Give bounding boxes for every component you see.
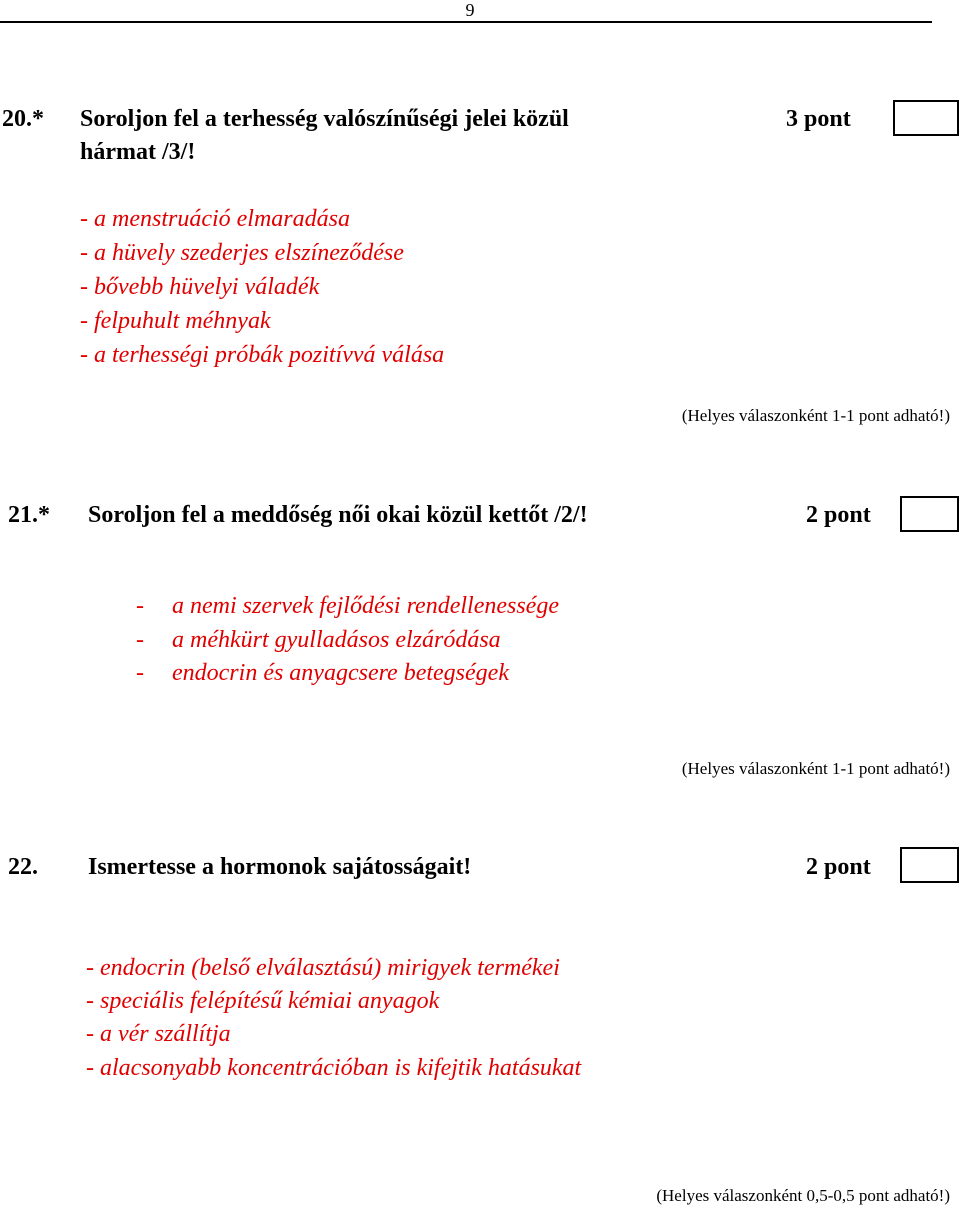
q22-score-box[interactable] bbox=[900, 847, 959, 883]
header-rule bbox=[0, 21, 932, 23]
q20-answer-1: - a menstruáció elmaradása bbox=[80, 206, 350, 232]
page-number: 9 bbox=[465, 0, 475, 20]
q22-answer-3: - a vér szállítja bbox=[86, 1021, 231, 1047]
q20-question-line2: hármat /3/! bbox=[80, 139, 196, 165]
q22-question: Ismertesse a hormonok sajátosságait! bbox=[88, 854, 472, 880]
q21-answer-dash: - bbox=[136, 660, 144, 686]
q21-answer-1 bbox=[136, 589, 559, 623]
q21-answer-dash: - bbox=[136, 627, 144, 653]
q22-answer-1: - endocrin (belső elválasztású) mirigyek termékei bbox=[86, 955, 560, 981]
q21-answer-text: endocrin és anyagcsere betegségek bbox=[172, 660, 509, 686]
q20-answer-4: - felpuhult méhnyak bbox=[80, 308, 271, 334]
q22-answer-2: - speciális felépítésű kémiai anyagok bbox=[86, 988, 440, 1014]
q22-points: 2 pont bbox=[806, 854, 871, 880]
q21-number: 21.* bbox=[8, 502, 50, 528]
q21-answer-dash: - bbox=[136, 593, 144, 619]
q21-scoring-note: (Helyes válaszonként 1-1 pont adható!) bbox=[681, 759, 950, 778]
q20-answer-2: - a hüvely szederjes elszíneződése bbox=[80, 240, 404, 266]
q22-number: 22. bbox=[8, 854, 38, 880]
q20-points: 3 pont bbox=[786, 106, 851, 132]
q20-answer-5: - a terhességi próbák pozitívvá válása bbox=[80, 342, 445, 368]
q21-question: Soroljon fel a meddőség női okai közül kettőt /2/! bbox=[88, 502, 588, 528]
q20-question-line1: Soroljon fel a terhesség valószínűségi jelei közül bbox=[80, 106, 569, 132]
q21-answer-2 bbox=[136, 623, 501, 657]
q20-number: 20.* bbox=[2, 106, 44, 132]
q20-scoring-note: (Helyes válaszonként 1-1 pont adható!) bbox=[681, 406, 950, 425]
q21-answer-3 bbox=[136, 656, 509, 690]
q22-answer-4: - alacsonyabb koncentrációban is kifejtik hatásukat bbox=[86, 1055, 582, 1081]
q20-answer-3: - bővebb hüvelyi váladék bbox=[80, 274, 320, 300]
q22-scoring-note: (Helyes válaszonként 0,5-0,5 pont adható!) bbox=[656, 1186, 950, 1205]
q21-answer-text: a méhkürt gyulladásos elzáródása bbox=[172, 627, 501, 653]
q21-answer-text: a nemi szervek fejlődési rendellenessége bbox=[172, 593, 559, 619]
q21-score-box[interactable] bbox=[900, 496, 959, 532]
q20-score-box[interactable] bbox=[893, 100, 959, 136]
q21-points: 2 pont bbox=[806, 502, 871, 528]
